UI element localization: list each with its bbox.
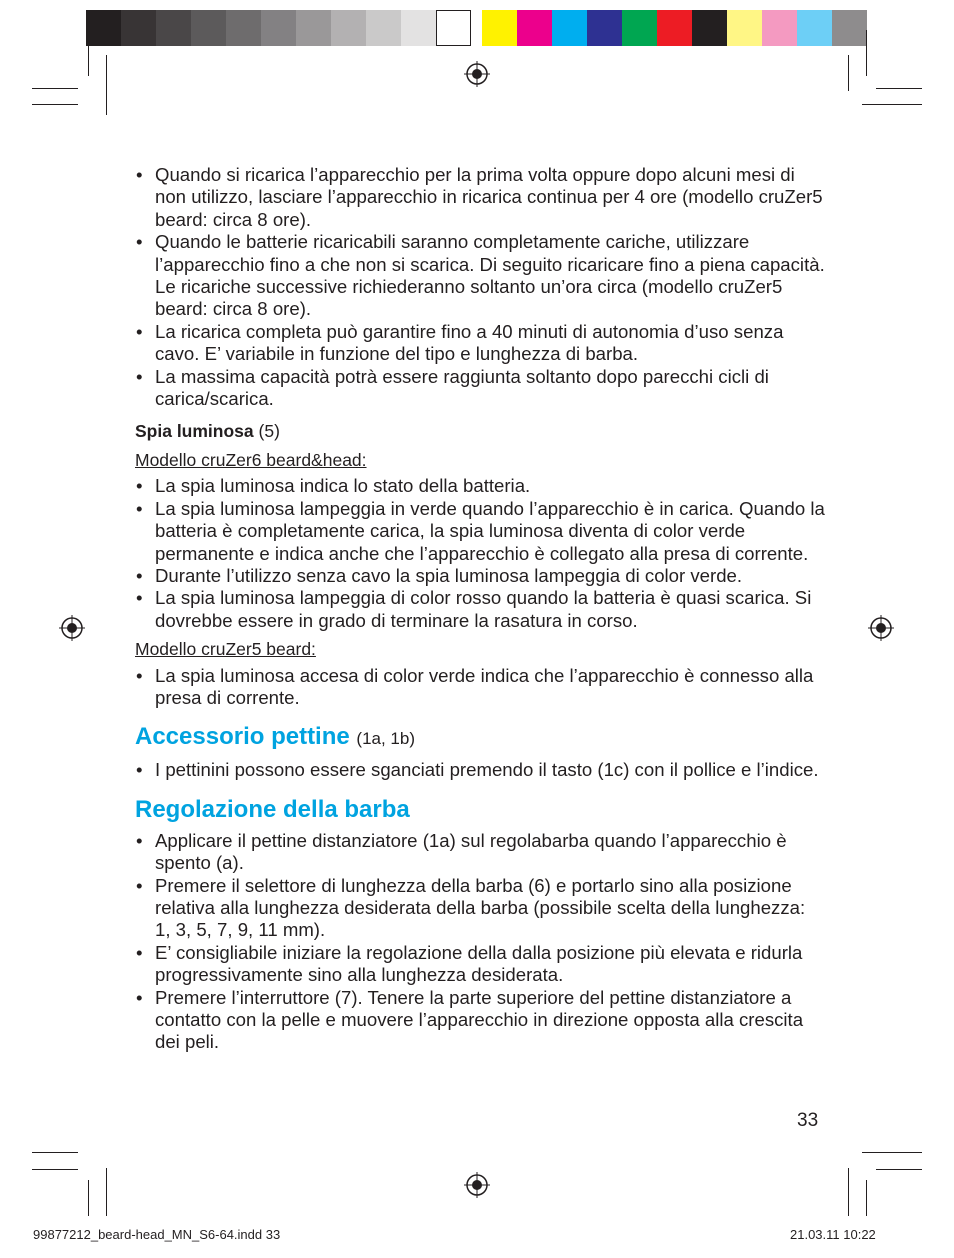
regolazione-list [135,830,825,1054]
crop-mark [848,55,849,91]
color-swatch [657,10,692,46]
list-item: • La spia luminosa indica lo stato della batteria. [135,475,825,497]
list-item: • I pettinini possono essere sganciati premendo il tasto (1c) con il pollice e l’indice. [135,759,825,781]
list-item: • Premere il selettore di lunghezza della barba (6) e portarlo sino alla posizione relativa alla lunghezza desiderata della barba (possibile scelta della lunghezza: 1, 3, 5, 7, 9, 11 mm). [135,875,825,942]
color-swatch [296,10,331,46]
spia-list-cruzer5 [135,665,825,710]
crop-mark [862,1152,922,1153]
registration-mark-icon [867,614,895,642]
crop-mark [862,104,922,105]
crop-mark [866,30,867,76]
spia-list-cruzer6 [135,475,825,632]
slug-filename: 99877212_beard-head_MN_S6-64.indd 33 [33,1227,281,1242]
regolazione-title: Regolazione della barba [135,795,410,823]
list-item: • La spia luminosa lampeggia di color rosso quando la batteria è quasi scarica. Si dovrebbe essere in grado di terminare la rasatura in corso. [135,587,825,632]
list-item: • Quando si ricarica l’apparecchio per la prima volta oppure dopo alcuni mesi di non utilizzo, lasciare l’apparecchio in ricarica continua per 4 ore (modello cruZer5 beard: circa 8 ore). [135,164,825,231]
crop-mark [106,55,107,115]
regolazione-heading [135,796,825,824]
model-label: Modello cruZer6 beard&head: [135,449,367,470]
color-swatch [727,10,762,46]
color-swatch [692,10,727,46]
registration-mark-icon [463,60,491,88]
charging-list [135,164,825,410]
crop-mark [88,30,89,76]
color-swatch [482,10,517,46]
accessorio-heading [135,723,825,753]
list-item: • La ricarica completa può garantire fino a 40 minuti di autonomia d’uso senza cavo. E’ variabile in funzione del tipo e lunghezza di barba. [135,321,825,366]
color-swatch [762,10,797,46]
crop-mark [32,1152,78,1153]
color-swatch [832,10,867,46]
color-swatch [622,10,657,46]
color-swatch [401,10,436,46]
color-swatch [797,10,832,46]
color-calibration-bar [482,10,867,46]
list-item: • Applicare il pettine distanziatore (1a) sul regolabarba quando l’apparecchio è spento (a). [135,830,825,875]
slug-timestamp: 21.03.11 10:22 [790,1227,876,1242]
crop-mark [876,1169,922,1170]
list-item: • Quando le batterie ricaricabili saranno completamente cariche, utilizzare l’apparecchio fino a che non si scarica. Di seguito ricaricare fino a piena capacità. Le ricariche successive richiederanno soltanto un’ora circa (modello cruZer5 beard: circa 8 ore). [135,231,825,321]
crop-mark [32,1169,78,1170]
page-content [135,164,825,1054]
list-item: • Durante l’utilizzo senza cavo la spia luminosa lampeggia di color verde. [135,565,825,587]
crop-mark [32,104,78,105]
color-swatch [331,10,366,46]
model-label: Modello cruZer5 beard: [135,639,316,660]
color-swatch [261,10,296,46]
crop-mark [866,1180,867,1216]
list-item: • Premere l’interruttore (7). Tenere la parte superiore del pettine distanziatore a contatto con la pelle e muovere l’apparecchio in direzione opposta alla crescita dei peli. [135,987,825,1054]
accessorio-list [135,759,825,781]
color-swatch [436,10,471,46]
page-number: 33 [797,1110,819,1131]
spia-title: Spia luminosa [135,421,254,442]
color-swatch [86,10,121,46]
accessorio-title: Accessorio pettine [135,723,350,751]
color-swatch [226,10,261,46]
color-swatch [121,10,156,46]
registration-mark-icon [463,1171,491,1199]
color-swatch [366,10,401,46]
color-swatch [552,10,587,46]
spia-ref: (5) [258,421,280,442]
accessorio-ref: (1a, 1b) [356,729,415,749]
model-heading [135,449,825,471]
list-item: • La spia luminosa lampeggia in verde quando l’apparecchio è in carica. Quando la batteria è completamente carica, la spia luminosa diventa di color verde permanente e indica anche che l’apparecchio è collegato alla presa di corrente. [135,498,825,565]
color-swatch [587,10,622,46]
color-swatch [156,10,191,46]
gray-calibration-bar [86,10,471,46]
color-swatch [191,10,226,46]
registration-mark-icon [58,614,86,642]
crop-mark [88,1180,89,1216]
spia-heading [135,420,825,442]
list-item: • La spia luminosa accesa di color verde indica che l’apparecchio è connesso alla presa di corrente. [135,665,825,710]
list-item: • La massima capacità potrà essere raggiunta soltanto dopo parecchi cicli di carica/scarica. [135,366,825,411]
crop-mark [848,1168,849,1216]
color-swatch [517,10,552,46]
list-item: • E’ consigliabile iniziare la regolazione della dalla posizione più elevata e ridurla progressivamente sino alla lunghezza desiderata. [135,942,825,987]
model-heading [135,638,825,660]
crop-mark [32,88,78,89]
crop-mark [876,88,922,89]
crop-mark [106,1168,107,1216]
